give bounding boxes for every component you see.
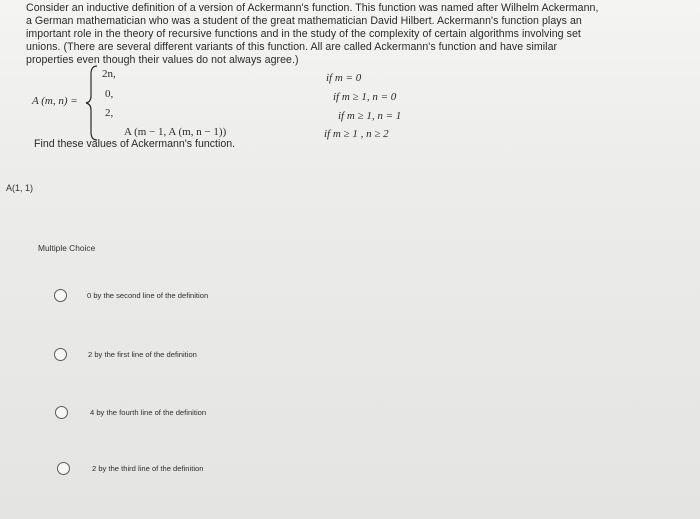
- multiple-choice-title: Multiple Choice: [38, 243, 96, 253]
- choice-option-3[interactable]: [55, 406, 206, 419]
- radio-button-icon[interactable]: [54, 289, 67, 302]
- case-1-condition: if m = 0: [326, 72, 362, 84]
- intro-line-5: properties even though their values do not always agree.): [26, 54, 299, 66]
- case-1-value: 2n,: [102, 68, 116, 80]
- choice-label: 4 by the fourth line of the definition: [90, 408, 207, 417]
- case-3-value: 2,: [105, 107, 114, 119]
- radio-button-icon[interactable]: [54, 348, 67, 361]
- radio-button-icon[interactable]: [55, 406, 68, 419]
- intro-line-2: a German mathematician who was a student of the great mathematician David Hilbert. Ackermann's function plays an: [26, 15, 582, 27]
- find-instruction: Find these values of Ackermann's function.: [34, 138, 236, 150]
- choice-option-4[interactable]: [57, 462, 203, 475]
- choice-label: 0 by the second line of the definition: [87, 291, 209, 300]
- choice-option-1[interactable]: [54, 289, 208, 302]
- intro-line-4: unions. (There are several different variants of this function. All are called Ackermann's function and have similar: [26, 41, 558, 53]
- sub-question-prompt: A(1, 1): [6, 183, 34, 193]
- case-4-condition: if m ≥ 1 , n ≥ 2: [324, 128, 389, 140]
- radio-button-icon[interactable]: [57, 462, 70, 475]
- choice-option-2[interactable]: [54, 348, 197, 361]
- intro-line-1: Consider an inductive definition of a version of Ackermann's function. This function was named after Wilhelm Ackermann,: [26, 2, 599, 14]
- case-2-condition: if m ≥ 1, n = 0: [333, 91, 397, 103]
- choice-label: 2 by the first line of the definition: [88, 350, 197, 359]
- case-3-condition: if m ≥ 1, n = 1: [338, 110, 402, 122]
- intro-line-3: important role in the theory of recursive functions and in the study of the complexity of certain algorithms involving set: [26, 28, 581, 40]
- left-brace-icon: [84, 64, 100, 142]
- definition-lhs: A (m, n) =: [32, 95, 78, 107]
- case-2-value: 0,: [105, 88, 114, 100]
- case-4-value: A (m − 1, A (m, n − 1)): [124, 126, 227, 138]
- choice-label: 2 by the third line of the definition: [92, 464, 204, 473]
